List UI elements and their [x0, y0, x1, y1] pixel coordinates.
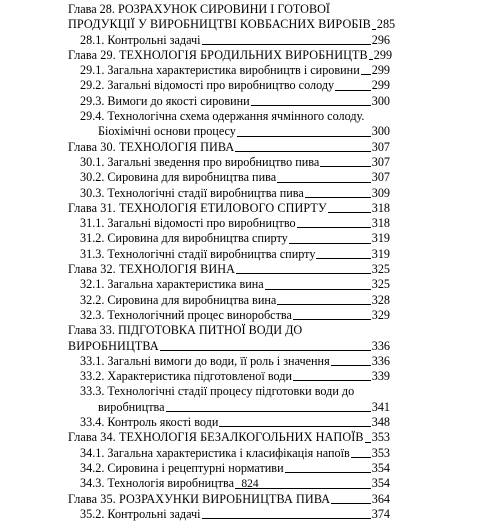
toc-entry-title: 34.2. Сировина і рецептурні нормативи: [80, 460, 284, 475]
dot-leader: [316, 258, 370, 259]
toc-entry-title: 30.1. Загальні зведення про виробництво пива: [80, 154, 320, 169]
toc-section-line: [68, 369, 390, 384]
toc-section-line: [68, 277, 390, 292]
dot-leader: [297, 227, 371, 228]
toc-page-number: 354: [371, 460, 390, 475]
dot-leader: [265, 289, 371, 290]
toc-entry-title: Глава 35. РОЗРАХУНКИ ВИРОБНИЦТВА ПИВА: [68, 491, 331, 506]
dot-leader: [361, 74, 371, 75]
toc-page-number: 341: [371, 399, 390, 414]
toc-entry-title: 35.2. Контрольні задачі: [80, 506, 201, 521]
dot-leader: [289, 243, 371, 244]
dot-leader: [365, 442, 371, 443]
dot-leader: [160, 350, 371, 351]
dot-leader: [219, 426, 370, 427]
toc-section-line: [68, 400, 390, 415]
toc-page-number: 307: [371, 139, 390, 154]
dot-leader: [251, 105, 371, 106]
toc-entry-title: 29.1. Загальна характеристика виробництв і сировини: [80, 63, 360, 78]
toc-section-line: [68, 216, 390, 231]
toc-page-number: 285: [376, 17, 396, 32]
toc-section-line: [68, 308, 390, 323]
dot-leader: [236, 273, 371, 274]
toc-entry-title: 31.1. Загальні відомості про виробництво: [80, 216, 296, 231]
dot-leader: [351, 457, 371, 458]
toc-entry-title: Глава 34. ТЕХНОЛОГІЯ БЕЗАЛКОГОЛЬНИХ НАПОЇВ: [68, 430, 364, 445]
page-number: 824: [241, 478, 259, 490]
toc-section-line: [68, 507, 390, 522]
toc-entry-title: 32.2. Сировина для виробництва вина: [80, 292, 277, 307]
toc-chapter-line: [68, 492, 390, 507]
toc-chapter-line: [68, 339, 390, 354]
toc-page-number: 299: [373, 47, 393, 62]
dot-leader: [320, 166, 370, 167]
toc-chapter-line: [68, 262, 390, 277]
toc-entry-title: Глава 33. ПІДГОТОВКА ПИТНОЇ ВОДИ ДО: [68, 323, 303, 338]
toc-page-number: 325: [371, 277, 390, 292]
toc-page-number: 353: [371, 445, 390, 460]
toc-entry-title: Глава 32. ТЕХНОЛОГІЯ ВИНА: [68, 262, 236, 277]
toc-page-number: 299: [371, 78, 390, 93]
toc-section-line: [68, 170, 390, 185]
toc-entry-title: 34.1. Загальна характеристика і класифікація напоїв: [80, 445, 350, 460]
toc-page-number: 318: [371, 216, 390, 231]
toc-entry-title: Глава 29. ТЕХНОЛОГІЯ БРОДИЛЬНИХ ВИРОБНИЦТВ: [68, 47, 368, 62]
toc-chapter-line: [68, 140, 390, 155]
toc-section-line: [68, 78, 390, 93]
dot-leader: [369, 59, 373, 60]
toc-page-number: 374: [371, 506, 390, 521]
toc-section-line: [68, 124, 390, 139]
toc-entry-title: ВИРОБНИЦТВА: [68, 338, 159, 353]
toc-entry-title: 33.1. Загальні вимоги до води, її роль і значення: [80, 353, 330, 368]
toc-page-number: 319: [371, 246, 390, 261]
dot-leader: [277, 304, 370, 305]
toc-entry-title: 30.3. Технологічні стадії виробництва пива: [80, 185, 304, 200]
toc-section-line: [68, 384, 390, 399]
toc-section-line: [68, 415, 390, 430]
toc-entry-title: 31.2. Сировина для виробництва спирту: [80, 231, 288, 246]
toc-entry-title: 33.4. Контроль якості води: [80, 415, 219, 430]
toc-entry-title: 29.3. Вимоги до якості сировини: [80, 93, 250, 108]
toc-section-line: [68, 446, 390, 461]
toc-section-line: [68, 231, 390, 246]
dot-leader: [202, 518, 371, 519]
toc-section-line: [68, 33, 390, 48]
toc-page-number: 309: [371, 185, 390, 200]
toc-entry-title: 33.2. Характеристика підготовленої води: [80, 369, 292, 384]
toc-entry-title: Глава 31. ТЕХНОЛОГІЯ ЕТИЛОВОГО СПИРТУ: [68, 200, 327, 215]
toc-page-number: 353: [371, 430, 390, 445]
toc-page-number: 364: [371, 491, 390, 506]
table-of-contents: [68, 2, 396, 522]
dot-leader: [277, 182, 371, 183]
toc-section-line: [68, 461, 390, 476]
toc-entry-title: 30.2. Сировина для виробництва пива: [80, 170, 277, 185]
toc-page-number: 328: [371, 292, 390, 307]
toc-page-number: 307: [371, 170, 390, 185]
toc-entry-title: ПРОДУКЦІЇ У ВИРОБНИЦТВІ КОВБАСНИХ ВИРОБІВ: [68, 17, 371, 32]
toc-section-line: [68, 354, 390, 369]
toc-entry-title: 32.1. Загальна характеристика вина: [80, 277, 264, 292]
toc-page-number: 319: [371, 231, 390, 246]
toc-section-line: [68, 94, 390, 109]
toc-section-line: [68, 247, 390, 262]
dot-leader: [335, 90, 371, 91]
dot-leader: [166, 411, 371, 412]
toc-page-number: 339: [371, 369, 390, 384]
toc-section-line: [68, 186, 390, 201]
toc-page-number: 354: [371, 476, 390, 491]
toc-page-number: 296: [371, 32, 390, 47]
toc-entry-title: 34.3. Технологія виробництва: [80, 476, 234, 491]
dot-leader: [331, 503, 371, 504]
toc-page-number: 300: [371, 124, 390, 139]
toc-chapter-line: [68, 47, 393, 63]
toc-chapter-line: [68, 323, 390, 338]
toc-page-number: 336: [371, 338, 390, 353]
toc-chapter-line: [68, 2, 390, 17]
dot-leader: [237, 136, 371, 137]
toc-entry-title: Біохімічні основи процесу: [98, 124, 236, 139]
toc-section-line: [68, 109, 390, 124]
toc-chapter-line: [68, 17, 396, 32]
dot-leader: [331, 365, 371, 366]
toc-page-number: 307: [371, 154, 390, 169]
toc-page-number: 299: [371, 63, 390, 78]
toc-page-number: 318: [371, 200, 390, 215]
dot-leader: [285, 472, 371, 473]
toc-page-number: 336: [371, 353, 390, 368]
toc-entry-title: виробництва: [98, 399, 165, 414]
toc-entry-title: Глава 28. РОЗРАХУНОК СИРОВИНИ І ГОТОВОЇ: [68, 2, 330, 16]
dot-leader: [328, 212, 371, 213]
dot-leader: [202, 44, 371, 45]
toc-entry-title: Глава 30. ТЕХНОЛОГІЯ ПИВА: [68, 139, 235, 154]
dot-leader: [293, 319, 371, 320]
toc-page-number: 348: [371, 415, 390, 430]
toc-section-line: [68, 63, 390, 78]
toc-entry-title: 29.2. Загальні відомості про виробництво солоду: [80, 78, 335, 93]
toc-chapter-line: [68, 430, 390, 445]
toc-entry-title: 29.4. Технологічна схема одержання ячмінного солоду.: [80, 109, 365, 124]
dot-leader: [305, 197, 371, 198]
dot-leader: [293, 380, 371, 381]
toc-section-line: [68, 293, 390, 308]
toc-page-number: 329: [371, 307, 390, 322]
toc-entry-title: 28.1. Контрольні задачі: [80, 32, 201, 47]
toc-entry-title: 32.3. Технологічний процес виноробства: [80, 307, 292, 322]
toc-chapter-line: [68, 201, 390, 216]
toc-section-line: [68, 155, 390, 170]
toc-entry-title: 31.3. Технологічні стадії виробництва спирту: [80, 246, 316, 261]
toc-page-number: 325: [371, 262, 390, 277]
toc-entry-title: 33.3. Технологічні стадії процесу підготовки води до: [80, 384, 355, 399]
dot-leader: [372, 29, 376, 30]
toc-page-number: 300: [371, 93, 390, 108]
dot-leader: [235, 151, 370, 152]
